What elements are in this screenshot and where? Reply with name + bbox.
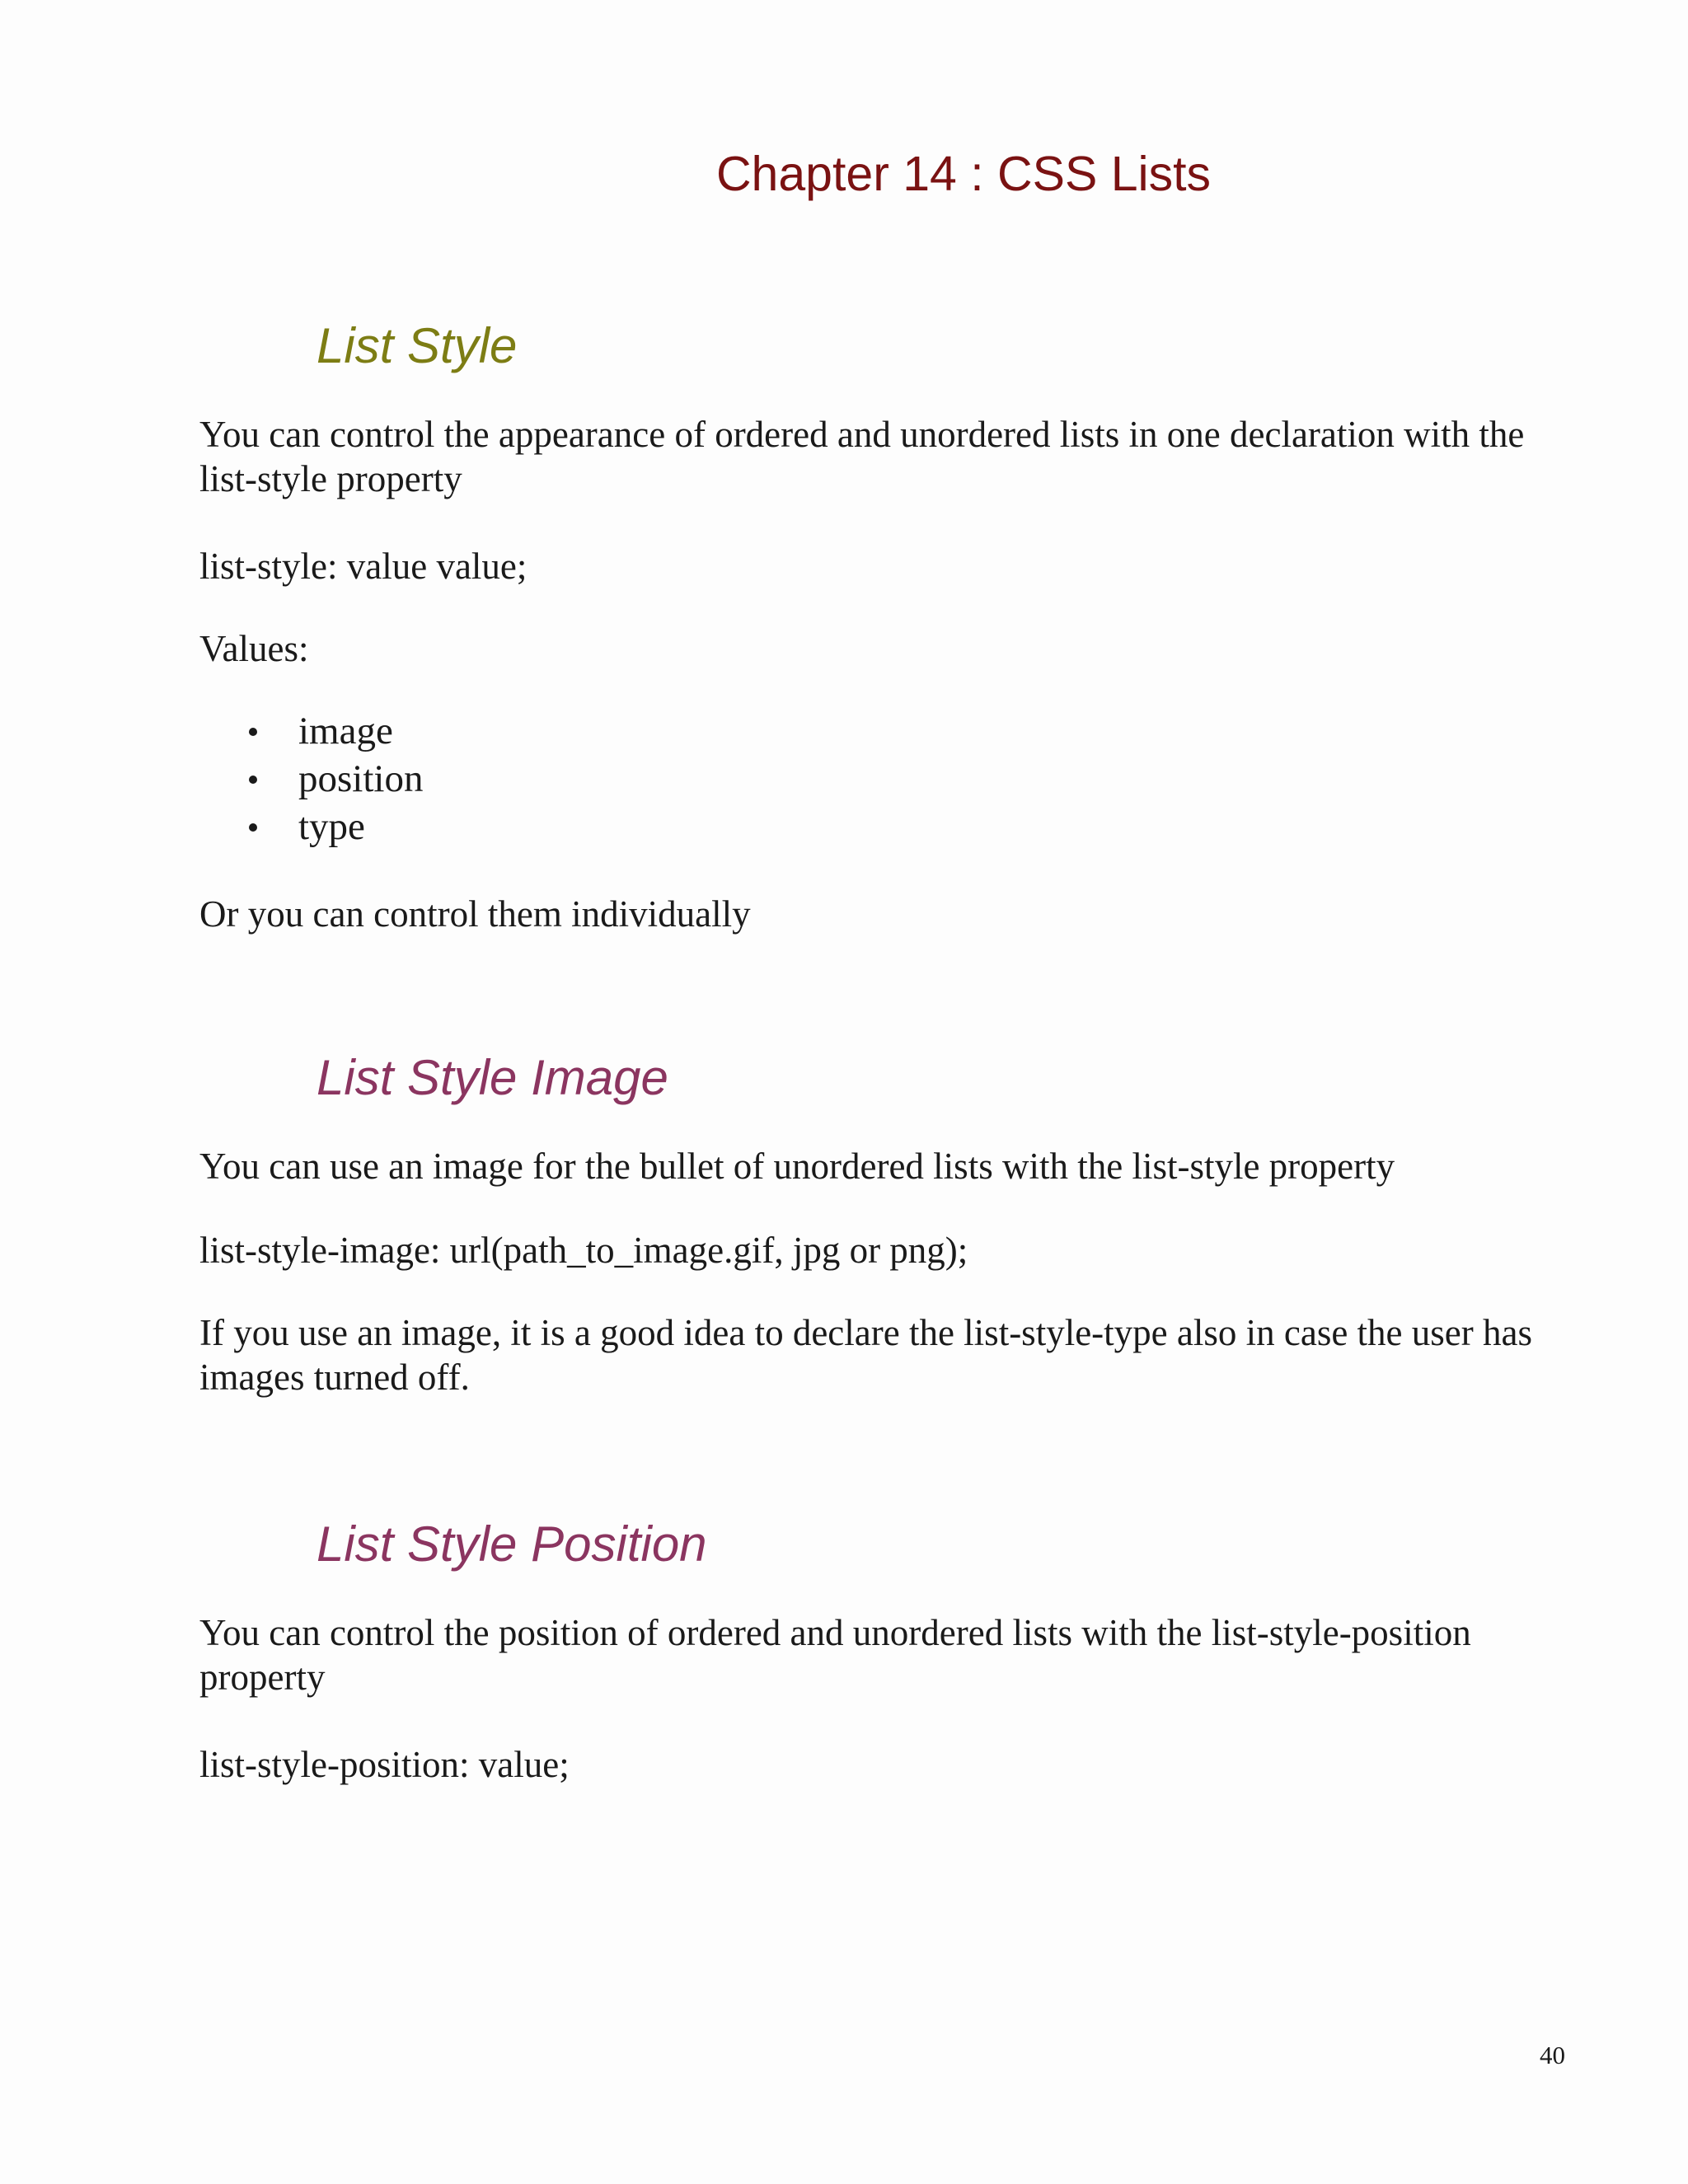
list-item-label: position <box>298 757 424 800</box>
list-item <box>199 803 423 851</box>
section-heading-list-style-position: List Style Position <box>316 1516 707 1572</box>
paragraph-code: list-style-position: value; <box>199 1744 570 1785</box>
paragraph: Values: <box>199 628 309 669</box>
bullet-icon <box>249 823 257 832</box>
paragraph-code: list-style: value value; <box>199 546 528 587</box>
page-number: 40 <box>1540 2041 1565 2069</box>
section-heading-list-style: List Style <box>316 318 518 373</box>
paragraph: You can use an image for the bullet of unordered lists with the list-style property <box>199 1146 1395 1187</box>
list-item-label: image <box>298 710 393 752</box>
list-item <box>199 755 423 803</box>
values-bullet-list <box>199 707 423 851</box>
section-heading-list-style-image: List Style Image <box>316 1050 668 1105</box>
bullet-icon <box>249 776 257 784</box>
paragraph: Or you can control them individually <box>199 893 751 935</box>
bullet-icon <box>249 728 257 736</box>
list-item-label: type <box>298 805 365 848</box>
paragraph-code: list-style-image: url(path_to_image.gif, jpg or png); <box>199 1230 968 1271</box>
paragraph: You can control the position of ordered and unordered lists with the list-style-position property <box>199 1612 1471 1698</box>
paragraph: If you use an image, it is a good idea to declare the list-style-type also in case the user has images turned off. <box>199 1312 1532 1398</box>
list-item <box>199 707 423 755</box>
chapter-title: Chapter 14 : CSS Lists <box>715 147 1212 201</box>
paragraph: You can control the appearance of ordered and unordered lists in one declaration with the list-style property <box>199 414 1525 499</box>
